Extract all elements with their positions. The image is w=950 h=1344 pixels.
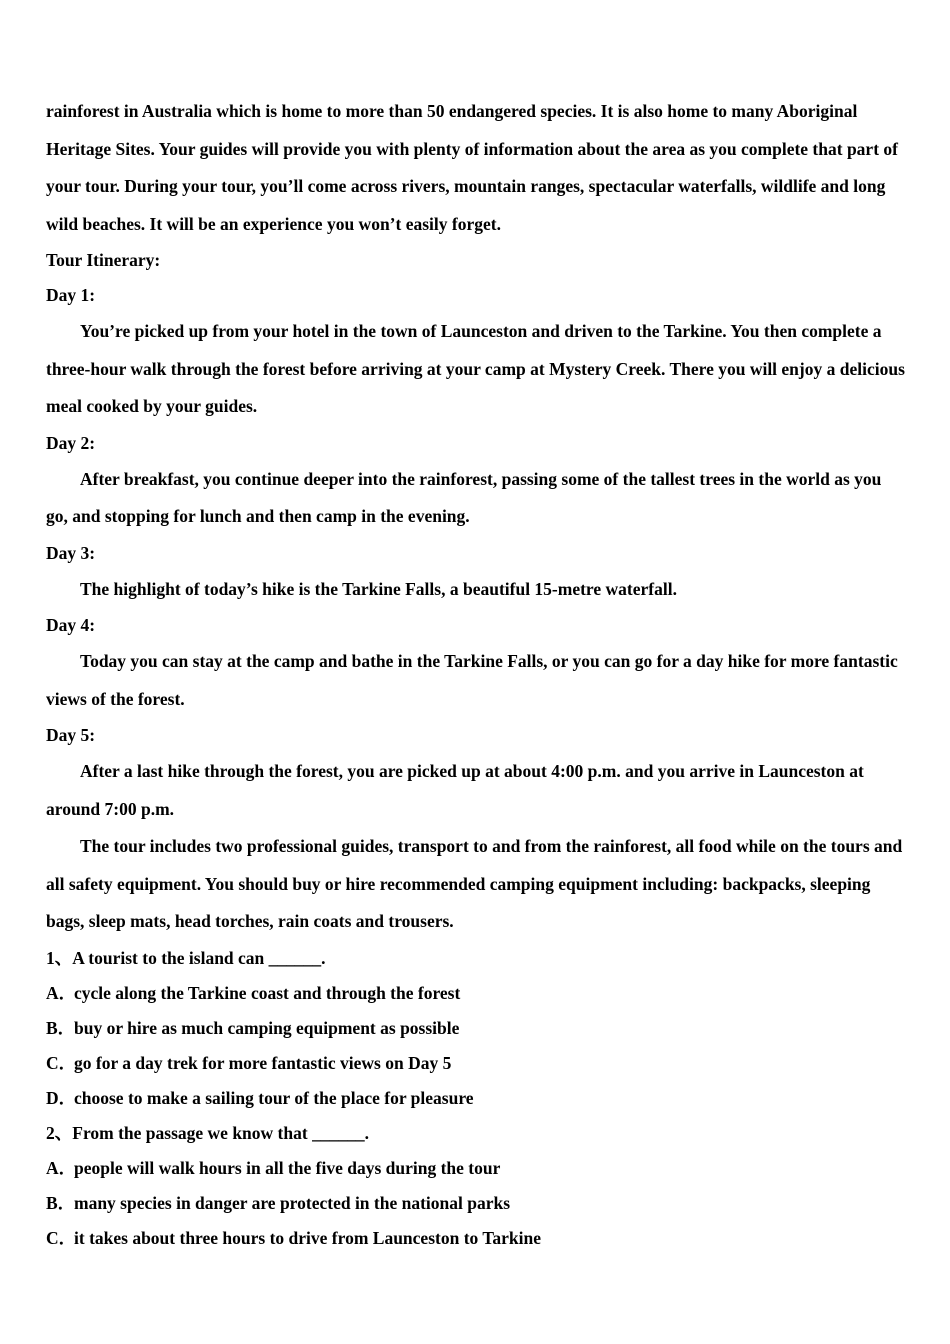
option-letter: B． <box>46 1017 76 1038</box>
question-2-option-b[interactable] <box>46 1186 906 1221</box>
question-1-option-d[interactable] <box>46 1081 906 1116</box>
day-1-label: Day 1: <box>46 285 96 305</box>
option-letter: A． <box>46 982 77 1003</box>
option-text: go for a day trek for more fantastic views on Day 5 <box>74 1052 452 1073</box>
day-4-text: Today you can stay at the camp and bathe in the Tarkine Falls, or you can go for a day hike for more fantastic views of the forest. <box>46 651 898 709</box>
day-1-text: You’re picked up from your hotel in the town of Launceston and driven to the Tarkine. You then complete a three-hour walk through the forest before arriving at your camp at Mystery Creek. There you will enjoy a delicious meal cooked by your guides. <box>46 321 905 416</box>
option-letter: D． <box>46 1087 77 1108</box>
question-2-stem: 2、From the passage we know that ______. <box>46 1122 369 1143</box>
option-letter: C． <box>46 1052 77 1073</box>
document-page <box>46 93 906 1256</box>
question-2-option-c[interactable] <box>46 1221 906 1256</box>
option-text: buy or hire as much camping equipment as possible <box>74 1017 460 1038</box>
option-text: people will walk hours in all the five days during the tour <box>74 1157 501 1178</box>
option-text: choose to make a sailing tour of the place for pleasure <box>74 1087 474 1108</box>
question-2-option-a[interactable] <box>46 1151 906 1186</box>
day-4-label: Day 4: <box>46 615 96 635</box>
itinerary-heading: Tour Itinerary: <box>46 250 161 270</box>
day-2-label: Day 2: <box>46 432 96 453</box>
option-letter: A． <box>46 1157 77 1178</box>
day-3-text: The highlight of today’s hike is the Tarkine Falls, a beautiful 15-metre waterfall. <box>80 578 677 599</box>
question-1-option-a[interactable] <box>46 976 906 1011</box>
question-1-option-b[interactable] <box>46 1011 906 1046</box>
option-text: many species in danger are protected in the national parks <box>74 1192 511 1213</box>
passage-intro: rainforest in Australia which is home to more than 50 endangered species. It is also home to many Aboriginal Heritage Sites. Your guides will provide you with plenty of information about the area as you complete that part of your tour. During your tour, you’ll come across rivers, mountain ranges, spectacular waterfalls, wildlife and long wild beaches. It will be an experience you won’t easily forget. <box>46 101 898 234</box>
passage-closing: The tour includes two professional guides, transport to and from the rainforest, all food while on the tours and all safety equipment. You should buy or hire recommended camping equipment including: backpacks, sleeping bags, sleep mats, head torches, rain coats and trousers. <box>46 836 903 931</box>
question-1-option-c[interactable] <box>46 1046 906 1081</box>
question-1-stem: 1、A tourist to the island can ______. <box>46 947 326 968</box>
day-2-text: After breakfast, you continue deeper into the rainforest, passing some of the tallest trees in the world as you go, and stopping for lunch and then camp in the evening. <box>46 468 882 526</box>
option-letter: B． <box>46 1192 76 1213</box>
day-5-label: Day 5: <box>46 725 96 745</box>
day-5-text: After a last hike through the forest, you are picked up at about 4:00 p.m. and you arrive in Launceston at around 7:00 p.m. <box>46 761 864 819</box>
option-text: it takes about three hours to drive from Launceston to Tarkine <box>74 1227 542 1248</box>
option-letter: C． <box>46 1227 77 1248</box>
option-text: cycle along the Tarkine coast and through the forest <box>74 982 461 1003</box>
day-3-label: Day 3: <box>46 542 96 563</box>
